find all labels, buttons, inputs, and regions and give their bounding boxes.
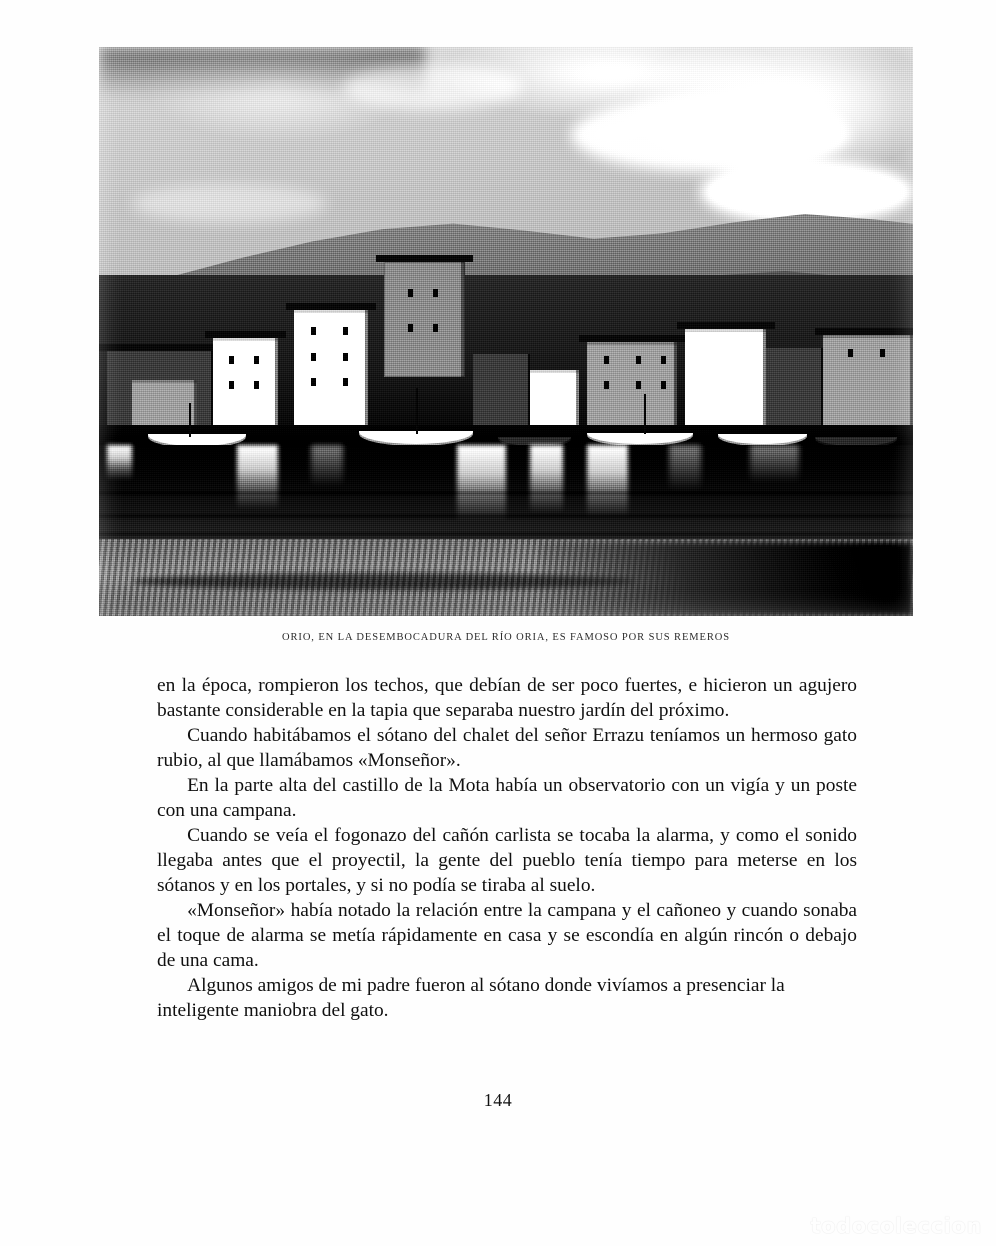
page-number: 144: [483, 1090, 513, 1110]
roof-far-right: [815, 328, 913, 335]
cloud-left-low: [132, 184, 327, 224]
town-region: [99, 275, 913, 434]
window: [408, 324, 413, 332]
window: [880, 349, 885, 357]
window: [229, 356, 234, 364]
window: [636, 381, 641, 389]
window: [848, 349, 853, 357]
ripple: [99, 533, 913, 535]
body-text-column: [157, 673, 857, 1023]
reflection: [750, 445, 799, 482]
roof-tall-white: [286, 303, 376, 310]
window: [343, 378, 348, 386]
building-balconied: [685, 329, 766, 434]
paragraph: Algunos amigos de mi padre fueron al sótano donde vivíamos a presenciar la inteligente maniobra del gato.: [157, 975, 785, 1021]
window: [636, 356, 641, 364]
building-dark-far-right: [766, 348, 823, 434]
cloud-upper-left: [343, 64, 522, 110]
reflection: [457, 445, 506, 521]
roof-left-white: [205, 331, 286, 338]
boat-mast: [416, 388, 418, 434]
window: [343, 353, 348, 361]
window: [661, 381, 666, 389]
building-far-right: [823, 335, 913, 434]
reflection: [311, 445, 344, 486]
reflection: [237, 445, 278, 508]
reflection: [107, 445, 131, 480]
building-dark-centre: [473, 354, 530, 434]
window: [229, 381, 234, 389]
building-small-white: [530, 370, 579, 434]
paragraph: «Monseñor» había notado la relación entre la campana y el cañoneo y cuando sonaba el toque de alarma se metía rápidamente en casa y se escondía en algún rincón o debajo de una cama.: [157, 900, 857, 971]
paragraph: En la parte alta del castillo de la Mota había un observatorio con un vigía y un poste con una campana.: [157, 775, 857, 821]
reflection: [669, 445, 702, 490]
roof-church-tower: [376, 255, 474, 262]
paragraph: Cuando habitábamos el sótano del chalet del señor Errazu teníamos un hermoso gato rubio, al que llamábamos «Monseñor».: [157, 725, 857, 771]
site-watermark: todocoleccion: [810, 1214, 982, 1238]
cloud-bright-right: [701, 161, 913, 224]
boat-mast: [644, 394, 646, 434]
ripple: [99, 515, 913, 517]
roof-balconied: [677, 322, 775, 329]
window: [311, 353, 316, 361]
reflection: [530, 445, 563, 513]
dark-foreshore-right: [539, 542, 913, 616]
reflection: [587, 445, 628, 517]
window: [604, 356, 609, 364]
water-region: [99, 445, 913, 547]
building-left-white: [213, 338, 278, 434]
boat-mast: [189, 403, 191, 437]
ripple: [99, 492, 913, 494]
window: [311, 327, 316, 335]
window: [661, 356, 666, 364]
window: [433, 289, 438, 297]
paragraph: Cuando se veía el fogonazo del cañón carlista se tocaba la alarma, y como el sonido llegaba antes que el proyectil, la gente del pueblo tenía tiempo para meterse en los sótanos y en los portales, y si no podía se tiraba al suelo.: [157, 825, 857, 896]
window: [433, 324, 438, 332]
paragraph: en la época, rompieron los techos, que debían de ser poco fuertes, e hicieron un agujero bastante considerable en la tapia que separaba nuestro jardín del próximo.: [157, 675, 857, 721]
window: [408, 289, 413, 297]
orio-harbour-photograph: [99, 47, 913, 616]
window: [604, 381, 609, 389]
roof-block-right: [579, 335, 685, 342]
roof-warehouse-left: [99, 344, 221, 351]
church-tower: [384, 262, 465, 377]
window: [254, 356, 259, 364]
building-tall-white: [294, 310, 367, 434]
window: [311, 378, 316, 386]
window: [254, 381, 259, 389]
photograph-canvas: [99, 47, 913, 616]
window: [343, 327, 348, 335]
photograph-caption: ORIO, EN LA DESEMBOCADURA DEL RÍO ORIA, ES FAMOSO POR SUS REMEROS: [282, 632, 730, 643]
